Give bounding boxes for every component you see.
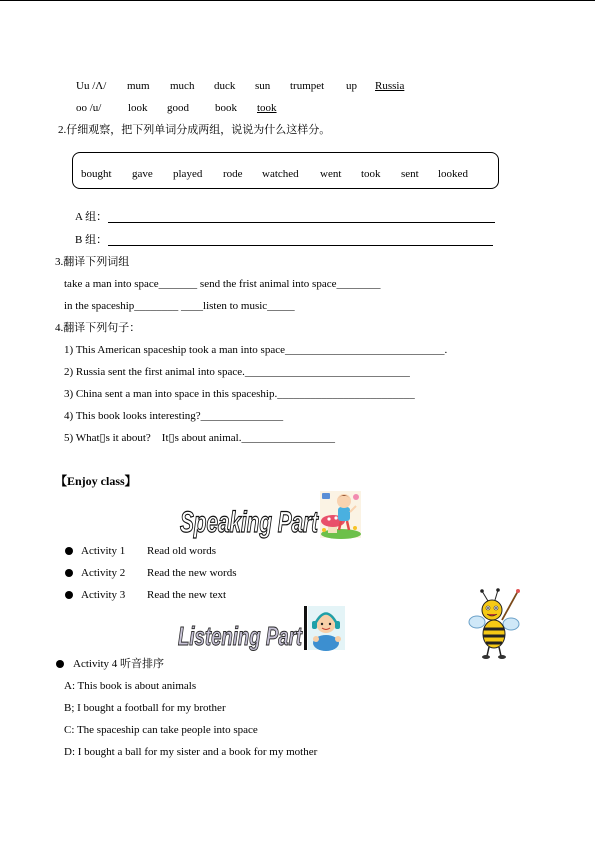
word-bank-item: sent (401, 168, 419, 180)
sentence-line: 2) Russia sent the first animal into space.______________________________ (64, 366, 410, 378)
word-bank-item: bought (81, 168, 112, 180)
child-with-headphones-icon (308, 606, 345, 651)
phonics-word: sun (255, 80, 271, 92)
phonics-sound-oo: oo /u/ (76, 102, 102, 114)
group-a-answer-line (108, 222, 495, 223)
activity-label: Activity 2 (81, 567, 126, 579)
activity-label: Activity 1 (81, 545, 126, 557)
question-3-title: 3.翻译下列词组 (55, 256, 130, 268)
sentence-line: 5) What▯s it about? It▯s about animal._________________ (64, 432, 335, 444)
group-b-answer-line (108, 245, 493, 246)
phonics-word: good (167, 102, 189, 114)
bullet-icon (65, 547, 73, 555)
word-bank-item: went (320, 168, 342, 180)
phonics-word: look (128, 102, 148, 114)
group-a-label: A 组： (75, 211, 108, 223)
speaking-part-title: Speaking Part (180, 506, 320, 539)
phonics-word-underlined: took (257, 102, 277, 114)
question-2-title: 2.仔细观察，把下列单词分成两组，说说为什么这样分。 (58, 124, 331, 136)
page-top-border (0, 0, 595, 1)
sentence-line: 4) This book looks interesting?_______________ (64, 410, 284, 422)
sentence-line: 1) This American spaceship took a man into space_____________________________. (64, 344, 448, 356)
phonics-word: book (215, 102, 237, 114)
word-bank-item: rode (223, 168, 243, 180)
bullet-icon (56, 660, 64, 668)
phonics-word: mum (127, 80, 150, 92)
listening-option: B; I bought a football for my brother (64, 702, 226, 714)
sentence-line: 3) China sent a man into space in this spaceship._________________________ (64, 388, 415, 400)
activity-task: Read the new text (147, 589, 227, 601)
listening-part-banner (176, 603, 348, 653)
phonics-word: duck (214, 80, 236, 92)
phrase-line: take a man into space_______ send the frist animal into space________ (64, 278, 381, 290)
phonics-sound-u: Uu /Λ/ (76, 80, 107, 92)
phonics-word: up (346, 80, 357, 92)
word-bank-item: watched (262, 168, 299, 180)
girl-on-mushroom-icon (320, 491, 361, 539)
word-bank-item: took (361, 168, 381, 180)
bullet-icon (65, 591, 73, 599)
bee-icon (468, 588, 520, 662)
phonics-word: much (170, 80, 195, 92)
listening-option: C: The spaceship can take people into space (64, 724, 258, 736)
question-4-title: 4.翻译下列句子： (55, 322, 141, 334)
activity-task: Read old words (147, 545, 217, 557)
banner-divider (304, 606, 307, 650)
listening-part-title: Listening Part (178, 621, 303, 651)
group-b-label: B 组： (75, 234, 108, 246)
word-bank-item: played (173, 168, 203, 180)
activity-label: Activity 3 (81, 589, 126, 601)
phonics-word: trumpet (290, 80, 325, 92)
bullet-icon (65, 569, 73, 577)
activity-task: Read the new words (147, 567, 237, 579)
activity-4-label: Activity 4 听音排序 (73, 658, 165, 670)
listening-option: D: I bought a ball for my sister and a book for my mother (64, 746, 318, 758)
phrase-line: in the spaceship________ ____listen to music_____ (64, 300, 295, 312)
word-bank-item: looked (438, 168, 468, 180)
listening-option: A: This book is about animals (64, 680, 197, 692)
enjoy-class-heading: 【Enjoy class】 (55, 474, 137, 488)
phonics-word-underlined: Russia (375, 80, 405, 92)
word-bank-item: gave (132, 168, 153, 180)
speaking-part-banner (178, 488, 363, 540)
